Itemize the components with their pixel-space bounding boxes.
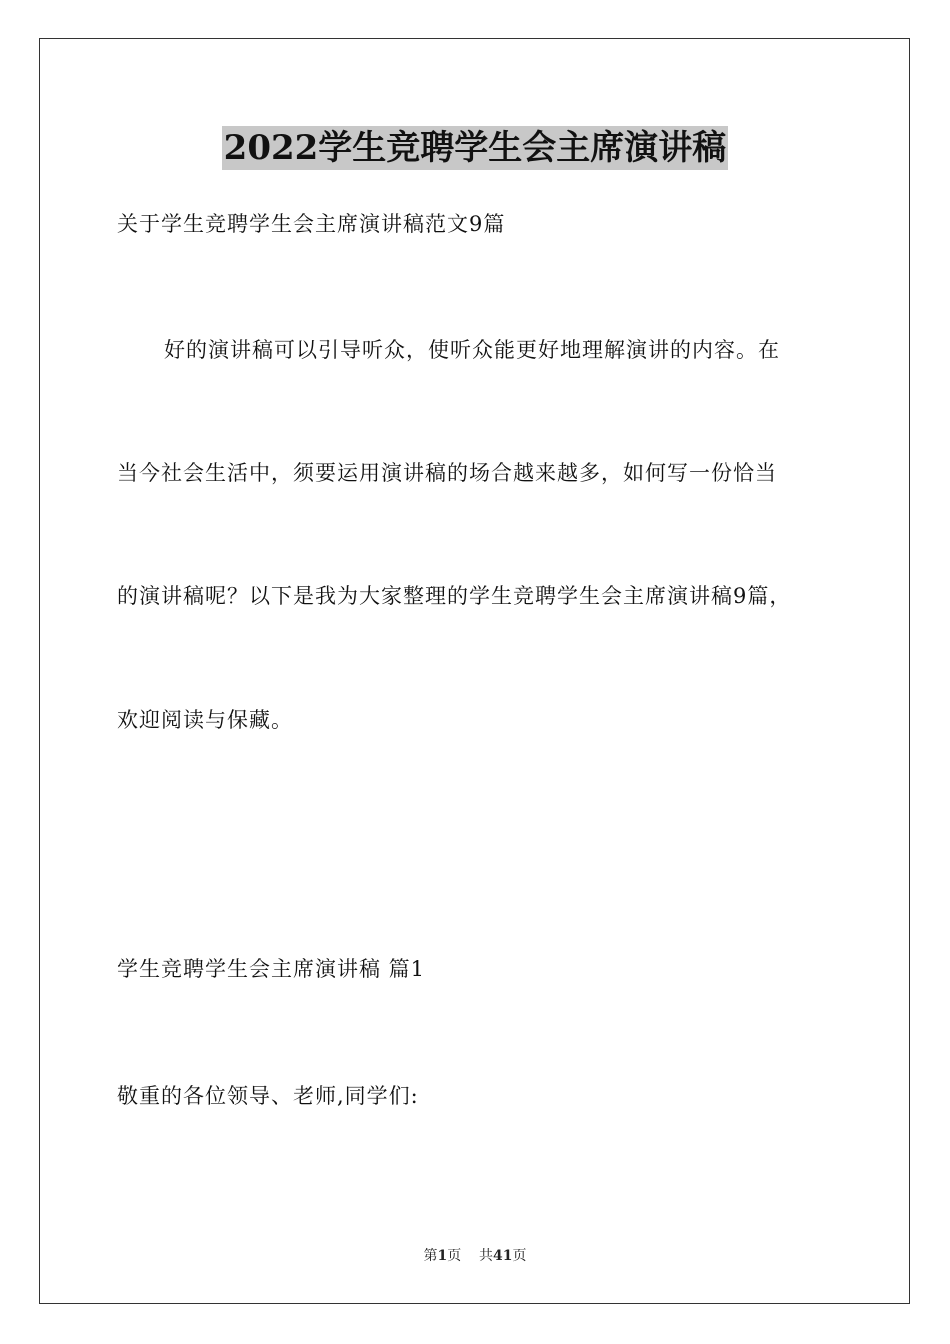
footer-total-pages: 41 (493, 1248, 513, 1264)
salutation: 敬重的各位领导、老师,同学们: (117, 1084, 419, 1108)
paragraph-line-2: 当今社会生活中，须要运用演讲稿的场合越来越多，如何写一份恰当 (117, 461, 777, 485)
paragraph-line-4: 欢迎阅读与保藏。 (117, 708, 293, 732)
footer-total-suffix: 页 (512, 1248, 527, 1264)
footer-total-prefix: 共 (479, 1248, 494, 1264)
title-container (0, 126, 950, 170)
document-title: 2022学生竞聘学生会主席演讲稿 (223, 128, 727, 168)
page-footer (0, 1246, 950, 1266)
paragraph-line-3: 的演讲稿呢？以下是我为大家整理的学生竞聘学生会主席演讲稿9篇， (117, 584, 792, 608)
footer-page-suffix: 页 (447, 1248, 462, 1264)
footer-page-prefix: 第 (423, 1248, 438, 1264)
footer-page-number: 1 (437, 1248, 448, 1264)
section-heading: 学生竞聘学生会主席演讲稿 篇1 (117, 957, 426, 981)
document-subtitle: 关于学生竞聘学生会主席演讲稿范文9篇 (117, 212, 506, 236)
paragraph-line-1: 好的演讲稿可以引导听众，使听众能更好地理解演讲的内容。在 (164, 338, 780, 362)
